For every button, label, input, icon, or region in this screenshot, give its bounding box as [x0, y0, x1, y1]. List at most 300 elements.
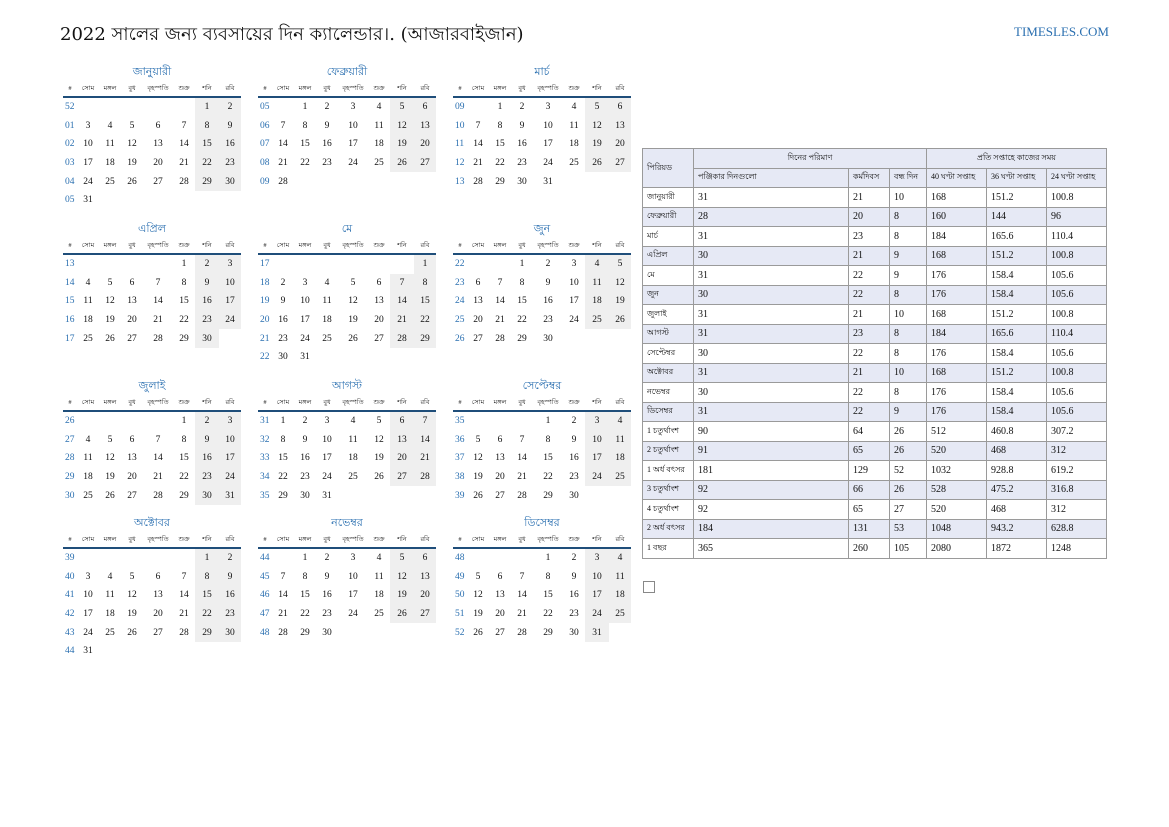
summary-cell: 151.2	[987, 188, 1047, 208]
day-cell: 4	[376, 102, 382, 113]
day-cell	[390, 172, 414, 191]
week-number: 32	[260, 434, 270, 445]
weekday-header: সোম	[272, 395, 294, 411]
day-cell	[121, 411, 143, 431]
day-cell: 28	[153, 333, 163, 344]
day-cell: 22	[278, 472, 288, 483]
day-cell: 18	[374, 139, 384, 150]
weekday-header: সোম	[77, 532, 99, 548]
day-cell: 27	[495, 490, 505, 501]
week-row	[63, 172, 241, 191]
day-cell: 15	[543, 590, 553, 601]
day-cell: 2	[324, 553, 330, 564]
weekday-header: সোম	[77, 238, 99, 254]
summary-cell: 8	[890, 207, 927, 227]
weekday-header: শনি	[390, 395, 414, 411]
day-cell: 9	[571, 434, 577, 445]
weekday-header: বৃহস্পতি	[338, 532, 368, 548]
day-cell: 26	[348, 333, 358, 344]
day-cell: 26	[127, 627, 137, 638]
day-cell: 8	[195, 568, 219, 587]
day-cell	[338, 348, 368, 367]
day-cell	[467, 548, 489, 568]
weekday-header: শনি	[585, 81, 609, 97]
weekday-header: বুধ	[511, 532, 533, 548]
weekday-header: রবি	[219, 395, 241, 411]
day-cell: 1	[545, 553, 551, 564]
week-number: 01	[65, 120, 75, 131]
summary-row	[643, 461, 1107, 481]
week-number: 39	[65, 553, 75, 564]
day-cell: 9	[219, 568, 241, 587]
weekday-header: শনি	[390, 81, 414, 97]
week-number: 22	[260, 352, 270, 363]
week-number: 08	[260, 158, 270, 169]
day-cell: 12	[390, 117, 414, 136]
day-cell: 21	[517, 609, 527, 620]
day-cell	[368, 623, 390, 642]
day-cell: 2	[195, 411, 219, 431]
day-cell: 31	[219, 486, 241, 505]
day-cell	[143, 254, 173, 274]
summary-cell: 160	[927, 207, 987, 227]
day-cell	[489, 411, 511, 431]
period-label: 1 অর্ধ বৎসর	[643, 461, 694, 481]
week-row	[453, 274, 631, 293]
col-header: কর্মদিবস	[849, 168, 890, 188]
day-cell: 8	[414, 274, 436, 293]
day-cell: 16	[322, 139, 332, 150]
day-cell: 24	[83, 627, 93, 638]
week-number: 51	[455, 609, 465, 620]
day-cell: 4	[571, 102, 577, 113]
month-title: ফেব্রুয়ারী	[326, 65, 368, 78]
period-label: 2 অর্ধ বৎসর	[643, 519, 694, 539]
week-row	[63, 254, 241, 274]
day-cell: 25	[322, 333, 332, 344]
weekday-header: বুধ	[121, 81, 143, 97]
month-calendar	[453, 514, 631, 642]
day-cell: 1	[545, 416, 551, 427]
summary-cell: 92	[694, 500, 849, 520]
week-number: 05	[65, 195, 75, 206]
day-cell: 11	[83, 296, 93, 307]
day-cell: 12	[390, 568, 414, 587]
day-cell: 4	[609, 411, 631, 431]
day-cell: 5	[475, 571, 481, 582]
day-cell: 8	[497, 120, 503, 131]
day-cell: 8	[181, 434, 187, 445]
weekday-header: বুধ	[121, 532, 143, 548]
day-cell: 6	[390, 411, 414, 431]
col-header: 40 ঘণ্টা সপ্তাহ	[927, 168, 987, 188]
day-cell	[121, 548, 143, 568]
day-cell: 5	[129, 120, 135, 131]
day-cell: 18	[569, 139, 579, 150]
day-cell: 19	[390, 586, 414, 605]
weekday-header: মঙ্গল	[489, 532, 511, 548]
week-number: 29	[65, 472, 75, 483]
month-table	[453, 532, 631, 642]
week-row	[453, 548, 631, 568]
month-table	[63, 532, 241, 661]
page-title: 2022 সালের জন্য ব্যবসায়ের দিন ক্যালেন্ডার।. (আজারবাইজান)	[60, 24, 524, 45]
day-cell: 26	[390, 605, 414, 624]
day-cell: 28	[517, 627, 527, 638]
summary-cell: 105.6	[1047, 285, 1107, 305]
day-cell: 7	[280, 571, 286, 582]
week-number: 25	[455, 315, 465, 326]
day-cell: 29	[195, 172, 219, 191]
day-cell: 28	[179, 176, 189, 187]
summary-cell: 21	[849, 246, 890, 266]
weekday-header: বৃহস্পতি	[338, 395, 368, 411]
summary-cell: 2080	[927, 539, 987, 559]
summary-cell: 165.6	[987, 227, 1047, 247]
day-cell: 24	[585, 605, 609, 624]
summary-cell: 66	[849, 480, 890, 500]
weekday-header: বুধ	[511, 238, 533, 254]
week-number: 36	[455, 434, 465, 445]
week-row	[63, 154, 241, 173]
weekday-header: শুক্র	[563, 395, 585, 411]
day-cell: 3	[350, 553, 356, 564]
day-cell: 26	[609, 311, 631, 330]
summary-cell: 22	[849, 344, 890, 364]
day-cell: 9	[324, 571, 330, 582]
week-row	[453, 154, 631, 173]
summary-cell: 129	[849, 461, 890, 481]
weekday-header: বৃহস্পতি	[533, 81, 563, 97]
day-cell: 12	[105, 296, 115, 307]
day-cell: 8	[195, 117, 219, 136]
day-cell: 27	[127, 333, 137, 344]
summary-cell: 22	[849, 285, 890, 305]
summary-row	[643, 519, 1107, 539]
week-number: 06	[260, 120, 270, 131]
weekday-header: বুধ	[316, 81, 338, 97]
month-calendar	[453, 377, 631, 505]
day-cell: 24	[219, 468, 241, 487]
day-cell: 12	[473, 590, 483, 601]
day-cell: 28	[278, 627, 288, 638]
day-cell: 9	[195, 274, 219, 293]
week-number: 23	[455, 277, 465, 288]
day-cell: 3	[571, 259, 577, 270]
day-cell: 5	[390, 97, 414, 117]
day-cell: 29	[543, 490, 553, 501]
day-cell: 10	[585, 431, 609, 450]
week-row	[453, 329, 631, 348]
weekday-header: বৃহস্পতি	[338, 238, 368, 254]
day-cell: 30	[195, 329, 219, 348]
day-cell	[99, 97, 121, 117]
month-title: মার্চ	[534, 65, 550, 78]
day-cell: 16	[569, 590, 579, 601]
day-cell: 3	[85, 571, 91, 582]
day-cell: 29	[414, 329, 436, 348]
day-cell: 14	[153, 296, 163, 307]
day-cell: 8	[545, 434, 551, 445]
day-cell: 15	[517, 296, 527, 307]
day-cell: 2	[219, 97, 241, 117]
day-cell: 7	[280, 120, 286, 131]
day-cell: 28	[495, 333, 505, 344]
day-cell: 16	[543, 296, 553, 307]
day-cell	[77, 411, 99, 431]
day-cell: 2	[302, 416, 308, 427]
day-cell: 11	[374, 571, 384, 582]
week-row	[63, 292, 241, 311]
summary-cell: 10	[890, 305, 927, 325]
summary-cell: 105.6	[1047, 266, 1107, 286]
weekday-header: সোম	[467, 395, 489, 411]
day-cell: 7	[519, 434, 525, 445]
day-cell: 6	[129, 434, 135, 445]
summary-cell: 23	[849, 227, 890, 247]
day-cell: 8	[302, 571, 308, 582]
day-cell: 30	[543, 333, 553, 344]
summary-cell: 8	[890, 344, 927, 364]
day-cell: 1	[519, 259, 525, 270]
site-link[interactable]: TIMESLES.COM	[1014, 24, 1109, 39]
summary-cell: 131	[849, 519, 890, 539]
day-cell: 17	[585, 449, 609, 468]
day-cell	[390, 254, 414, 274]
day-cell: 27	[609, 154, 631, 173]
day-cell: 17	[348, 590, 358, 601]
week-row	[63, 274, 241, 293]
day-cell: 23	[322, 158, 332, 169]
day-cell: 25	[348, 472, 358, 483]
day-cell	[609, 623, 631, 642]
summary-row	[643, 207, 1107, 227]
week-number: 44	[65, 646, 75, 657]
weekday-header: বৃহস্পতি	[533, 238, 563, 254]
week-number: 35	[455, 416, 465, 427]
summary-row	[643, 266, 1107, 286]
summary-cell: 21	[849, 305, 890, 325]
day-cell: 23	[195, 311, 219, 330]
day-cell: 31	[83, 646, 93, 657]
day-cell: 23	[569, 472, 579, 483]
day-cell: 11	[348, 434, 358, 445]
week-row	[453, 292, 631, 311]
day-cell	[316, 348, 338, 367]
summary-cell: 31	[694, 324, 849, 344]
day-cell: 17	[83, 609, 93, 620]
day-cell: 10	[348, 120, 358, 131]
day-cell	[390, 348, 414, 367]
day-cell	[121, 191, 143, 210]
month-table	[258, 238, 436, 367]
month-table	[63, 81, 241, 210]
day-cell: 10	[219, 274, 241, 293]
day-cell: 7	[519, 571, 525, 582]
week-number: 27	[65, 434, 75, 445]
summary-cell: 22	[849, 266, 890, 286]
week-row	[63, 642, 241, 661]
weekday-header: শুক্র	[173, 395, 195, 411]
day-cell: 13	[127, 453, 137, 464]
day-cell: 25	[83, 490, 93, 501]
day-cell: 14	[414, 431, 436, 450]
week-row	[63, 548, 241, 568]
day-cell: 20	[495, 609, 505, 620]
day-cell: 25	[609, 468, 631, 487]
week-number: 26	[65, 416, 75, 427]
summary-cell: 184	[927, 227, 987, 247]
day-cell	[195, 642, 219, 661]
day-cell: 23	[278, 333, 288, 344]
day-cell: 16	[517, 139, 527, 150]
period-label: অক্টোবর	[643, 363, 694, 383]
day-cell: 11	[322, 296, 332, 307]
weekday-header: শনি	[585, 532, 609, 548]
week-row	[453, 468, 631, 487]
day-cell: 2	[219, 548, 241, 568]
day-cell: 28	[473, 176, 483, 187]
day-cell	[368, 486, 390, 505]
weekday-header: শুক্র	[368, 81, 390, 97]
col-header: পঞ্জিকার দিনগুলো	[694, 168, 849, 188]
day-cell: 10	[83, 139, 93, 150]
week-number: 13	[455, 176, 465, 187]
day-cell: 28	[278, 176, 288, 187]
day-cell: 11	[609, 431, 631, 450]
col-header: 24 ঘণ্টা সপ্তাহ	[1047, 168, 1107, 188]
day-cell: 13	[414, 117, 436, 136]
day-cell	[272, 97, 294, 117]
day-cell: 9	[219, 117, 241, 136]
day-cell: 6	[497, 571, 503, 582]
summary-cell: 151.2	[987, 246, 1047, 266]
week-row	[258, 623, 436, 642]
day-cell: 15	[179, 453, 189, 464]
month-title: ডিসেম্বর	[524, 516, 560, 529]
month-table	[63, 395, 241, 505]
period-label: ফেব্রুয়ারী	[643, 207, 694, 227]
day-cell: 25	[609, 605, 631, 624]
day-cell: 12	[609, 274, 631, 293]
weekday-header: শনি	[195, 238, 219, 254]
week-number: 31	[260, 416, 270, 427]
day-cell: 14	[495, 296, 505, 307]
week-number: 43	[65, 627, 75, 638]
summary-cell: 9	[890, 402, 927, 422]
summary-cell: 176	[927, 383, 987, 403]
day-cell: 7	[390, 274, 414, 293]
day-cell: 20	[374, 315, 384, 326]
day-cell	[143, 411, 173, 431]
day-cell: 6	[155, 571, 161, 582]
week-row	[258, 548, 436, 568]
day-cell: 19	[127, 158, 137, 169]
day-cell: 13	[390, 431, 414, 450]
day-cell	[294, 254, 316, 274]
day-cell: 8	[280, 434, 286, 445]
day-cell: 27	[127, 490, 137, 501]
summary-row	[643, 344, 1107, 364]
day-cell	[563, 329, 585, 348]
weekday-header: বৃহস্পতি	[533, 395, 563, 411]
day-cell: 19	[374, 453, 384, 464]
day-cell	[173, 97, 195, 117]
summary-cell: 10	[890, 188, 927, 208]
day-cell: 22	[300, 158, 310, 169]
weekday-header: মঙ্গল	[99, 238, 121, 254]
day-cell: 16	[322, 590, 332, 601]
summary-cell: 27	[890, 500, 927, 520]
week-number: 07	[260, 139, 270, 150]
summary-cell: 31	[694, 305, 849, 325]
day-cell: 12	[473, 453, 483, 464]
day-cell: 23	[300, 472, 310, 483]
day-cell: 2	[545, 259, 551, 270]
weekday-header: মঙ্গল	[489, 238, 511, 254]
day-cell: 22	[195, 605, 219, 624]
day-cell: 1	[280, 416, 286, 427]
day-cell: 20	[609, 135, 631, 154]
day-cell: 12	[127, 590, 137, 601]
week-number: 05	[260, 102, 270, 113]
day-cell: 22	[179, 315, 189, 326]
period-label: ডিসেম্বর	[643, 402, 694, 422]
week-row	[63, 411, 241, 431]
checkbox[interactable]	[643, 581, 655, 593]
day-cell: 29	[543, 627, 553, 638]
weekday-header: সোম	[77, 395, 99, 411]
day-cell: 30	[517, 176, 527, 187]
month-table	[453, 238, 631, 348]
weekday-header: বৃহস্পতি	[533, 532, 563, 548]
day-cell	[390, 623, 414, 642]
day-cell: 17	[219, 292, 241, 311]
day-cell: 19	[609, 292, 631, 311]
day-cell: 22	[195, 154, 219, 173]
day-cell	[77, 254, 99, 274]
week-number: 28	[65, 453, 75, 464]
day-cell: 30	[219, 623, 241, 642]
day-cell	[338, 486, 368, 505]
month-table	[258, 395, 436, 505]
weekday-header: রবি	[219, 532, 241, 548]
summary-row	[643, 227, 1107, 247]
day-cell: 21	[153, 315, 163, 326]
day-cell: 7	[181, 571, 187, 582]
day-cell	[316, 172, 338, 191]
weekday-header: রবি	[414, 532, 436, 548]
day-cell: 11	[569, 120, 579, 131]
summary-cell: 168	[927, 246, 987, 266]
day-cell: 14	[390, 292, 414, 311]
day-cell: 14	[179, 590, 189, 601]
day-cell	[121, 254, 143, 274]
summary-row	[643, 246, 1107, 266]
day-cell	[143, 548, 173, 568]
day-cell: 8	[181, 277, 187, 288]
summary-cell: 31	[694, 188, 849, 208]
summary-cell: 8	[890, 383, 927, 403]
month-calendar	[258, 220, 436, 367]
day-cell: 24	[569, 315, 579, 326]
weekday-header: #	[63, 532, 77, 548]
day-cell: 18	[322, 315, 332, 326]
week-row	[258, 329, 436, 348]
period-label: সেপ্টেম্বর	[643, 344, 694, 364]
day-cell: 31	[585, 623, 609, 642]
month-title: নভেম্বর	[331, 516, 363, 529]
